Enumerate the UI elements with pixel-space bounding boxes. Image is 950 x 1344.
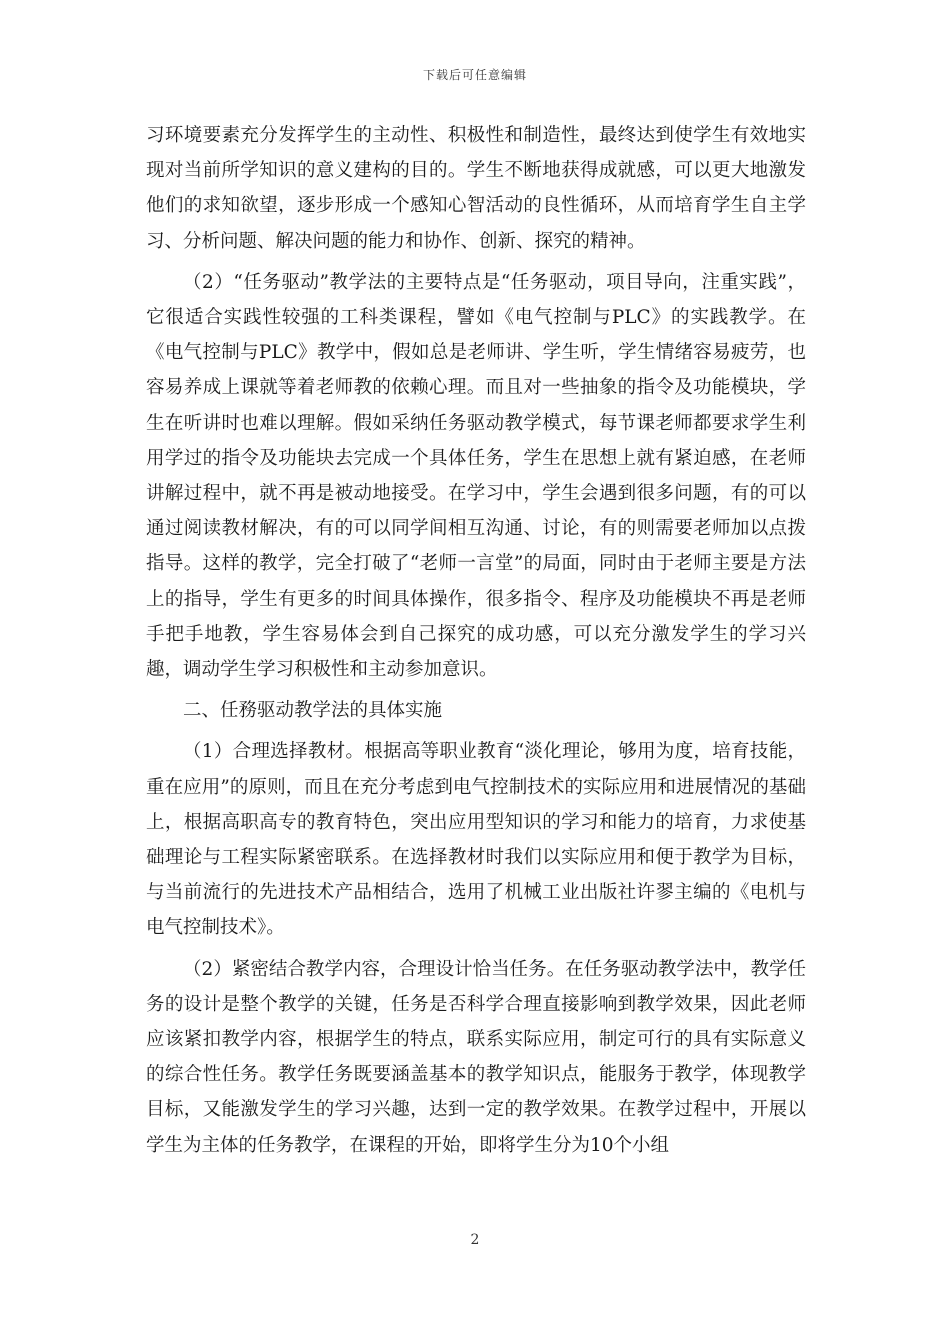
section-heading: 二、任務驱动教学法的具体实施 — [183, 700, 443, 722]
paragraph-task-design: （2）紧密结合教学内容，合理设计恰当任务。在任务驱动教学法中，教学任务的设计是整个教学的关键，任务是否科学合理直接影响到教学效果，因此老师应该紧扣教学内容，根据学生的特点，联系实际应用，制定可行的具有实际意义的综合性任务。教学任务既要涵盖基本的教学知识点，能服务于教学，体现教学目标，又能激发学生的学习兴趣，达到一定的教学效果。在教学过程中，开展以学生为主体的任务教学，在课程的开始，即将学生分为10个小组 — [146, 958, 806, 1156]
paragraph-continuation: 习环境要素充分发挥学生的主动性、积极性和制造性，最终达到使学生有效地实现对当前所学知识的意义建构的目的。学生不断地获得成就感，可以更大地激发他们的求知欲望，逐步形成一个感知心智活动的良性循环，从而培育学生自主学习、分析问题、解决问题的能力和协作、创新、探究的精神。 — [146, 125, 806, 252]
paragraph-task-driven-features: （2）“任务驱动”教学法的主要特点是“任务驱动，项目导向，注重实践”，它很适合实践性较强的工科类课程，譬如《电气控制与PLC》的实践教学。在《电气控制与PLC》教学中，假如总是老师讲、学生听，学生情绪容易疲劳，也容易养成上课就等着老师教的依赖心理。而且对一些抽象的指令及功能模块，学生在听讲时也难以理解。假如采纳任务驱动教学模式，每节课老师都要求学生利用学过的指令及功能块去完成一个具体任务，学生在思想上就有紧迫感，在老师讲解过程中，就不再是被动地接受。在学习中，学生会遇到很多问题，有的可以通过阅读教材解决，有的可以同学间相互沟通、讨论，有的则需要老师加以点拨指导。这样的教学，完全打破了“老师一言堂”的局面，同时由于老师主要是方法上的指导，学生有更多的时间具体操作，很多指令、程序及功能模块不再是老师手把手地教，学生容易体会到自己探究的成功感，可以充分激发学生的学习兴趣，调动学生学习积极性和主动参加意识。 — [146, 271, 806, 681]
page-header: 下载后可任意编辑 — [422, 68, 527, 82]
document-body — [146, 118, 806, 1163]
paragraph-textbook-selection: （1）合理选择教材。根据高等职业教育“淡化理论，够用为度，培育技能，重在应用”的原则，而且在充分考虑到电气控制技术的实际应用和进展情况的基础上，根据高职高专的教育特色，突出应用型知识的学习和能力的培育，力求使基础理论与工程实际紧密联系。在选择教材时我们以实际应用和便于教学为目标，与当前流行的先进技术产品相结合，选用了机械工业出版社许翏主编的《电机与电气控制技术》。 — [146, 741, 806, 939]
page-number: 2 — [470, 1232, 480, 1248]
